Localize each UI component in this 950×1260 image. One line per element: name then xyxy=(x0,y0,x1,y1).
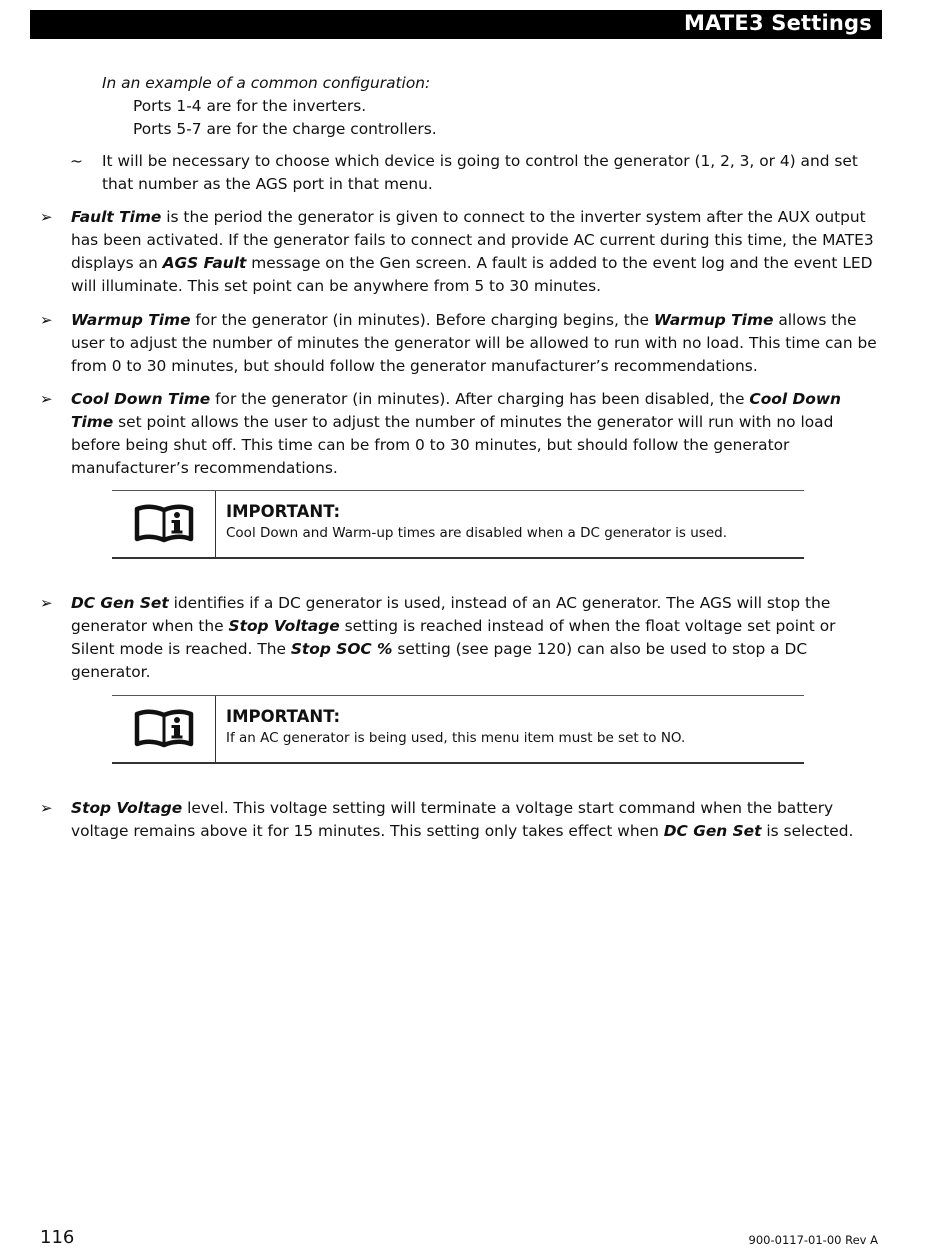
dc-gen-set-desc-2: setting is reached instead of when the float voltage set point or Silent mode is reached. The xyxy=(71,617,836,658)
cool-down-desc-1: for the generator (in minutes). After charging has been disabled, the xyxy=(210,390,750,408)
arrow-bullet-icon: ➢ xyxy=(40,390,53,408)
info-book-icon xyxy=(134,708,194,750)
warmup-time-desc-2: allows the user to adjust the number of minutes the generator will be allowed to run with no load. This time can be from 0 to 30 minutes, but should follow the generator manufacturer’s recommendations. xyxy=(71,311,877,375)
cool-down-time-term: Cool Down Time xyxy=(71,390,211,408)
arrow-bullet-icon: ➢ xyxy=(40,311,53,329)
ports-charge-controllers: Ports 5-7 are for the charge controllers. xyxy=(133,120,437,138)
warmup-time-text xyxy=(71,309,882,378)
important-note-text: Cool Down and Warm-up times are disabled when a DC generator is used. xyxy=(226,525,728,541)
icon-cell xyxy=(112,696,216,762)
stop-voltage-text xyxy=(71,797,882,843)
fault-time-desc-1: is the period the generator is given to connect to the inverter system after the AUX output has been activated. If the generator fails to connect and provide AC current during this time, the MATE3 displays an xyxy=(71,208,874,272)
dc-gen-set-text xyxy=(71,592,882,684)
stop-voltage-desc-2: is selected. xyxy=(761,822,854,840)
important-note-2 xyxy=(112,695,804,764)
important-note-text: If an AC generator is being used, this menu item must be set to NO. xyxy=(226,730,686,746)
tilde-marker: ~ xyxy=(70,152,83,170)
bullet-stop-voltage xyxy=(40,797,882,843)
tilde-item xyxy=(70,150,882,196)
dc-gen-set-desc-3: setting (see page 120) can also be used to stop a DC generator. xyxy=(71,640,808,681)
header-bar xyxy=(30,10,882,39)
important-label: IMPORTANT: xyxy=(226,707,341,726)
important-label: IMPORTANT: xyxy=(226,502,341,521)
cool-down-desc-2: set point allows the user to adjust the number of minutes the generator will run with no load before being shut off. This time can be from 0 to 30 minutes, but should follow the generator manufacturer’s recommendations. xyxy=(71,413,834,477)
important-note-1 xyxy=(112,490,804,559)
cool-down-time-term-2: Cool Down Time xyxy=(71,390,842,431)
cool-down-time-text xyxy=(71,388,882,480)
arrow-bullet-icon: ➢ xyxy=(40,594,53,612)
intro-example xyxy=(102,72,882,141)
stop-voltage-term: Stop Voltage xyxy=(71,799,183,817)
bullet-warmup-time xyxy=(40,309,882,378)
page-number: 116 xyxy=(40,1227,75,1248)
bullet-cool-down-time xyxy=(40,388,882,480)
ports-inverters: Ports 1-4 are for the inverters. xyxy=(133,97,367,115)
fault-time-term: Fault Time xyxy=(71,208,162,226)
stop-soc-term: Stop SOC % xyxy=(290,640,393,658)
fault-time-desc-2: message on the Gen screen. A fault is added to the event log and the event LED will illuminate. This set point can be anywhere from 5 to 30 minutes. xyxy=(71,254,873,295)
document-number: 900-0117-01-00 Rev A xyxy=(748,1233,878,1247)
icon-cell xyxy=(112,491,216,557)
stop-voltage-term: Stop Voltage xyxy=(228,617,340,635)
arrow-bullet-icon: ➢ xyxy=(40,208,53,226)
bullet-fault-time xyxy=(40,206,882,298)
tilde-text: It will be necessary to choose which device is going to control the generator (1, 2, 3, or 4) and set that number as the AGS port in that menu. xyxy=(102,152,858,193)
warmup-time-term: Warmup Time xyxy=(71,311,191,329)
dc-gen-set-term: DC Gen Set xyxy=(71,594,169,612)
page-title: MATE3 Settings xyxy=(683,11,872,35)
stop-voltage-desc-1: level. This voltage setting will terminate a voltage start command when the battery voltage remains above it for 15 minutes. This setting only takes effect when xyxy=(71,799,834,840)
bullet-dc-gen-set xyxy=(40,592,882,684)
warmup-time-desc-1: for the generator (in minutes). Before charging begins, the xyxy=(190,311,654,329)
intro-example-label: In an example of a common configuration: xyxy=(102,74,431,92)
arrow-bullet-icon: ➢ xyxy=(40,799,53,817)
fault-time-text xyxy=(71,206,882,298)
warmup-time-term-2: Warmup Time xyxy=(653,311,774,329)
ags-fault-term: AGS Fault xyxy=(162,254,247,272)
dc-gen-set-desc-1: identifies if a DC generator is used, instead of an AC generator. The AGS will stop the generator when the xyxy=(71,594,831,635)
info-book-icon xyxy=(134,503,194,545)
dc-gen-set-term: DC Gen Set xyxy=(663,822,762,840)
